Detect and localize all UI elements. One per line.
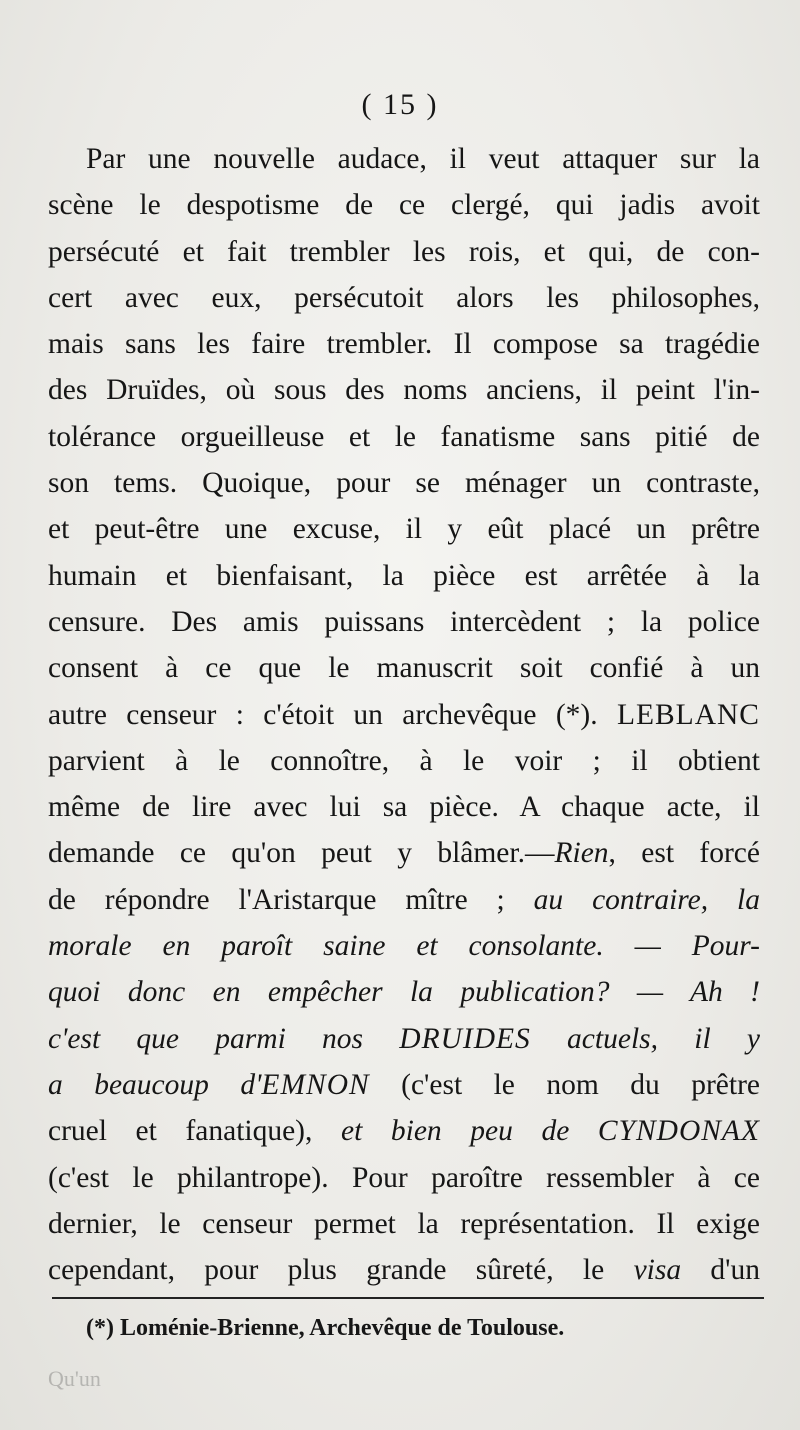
text-line: tolérance orgueilleuse et le fanatisme sans pitié de — [48, 420, 760, 453]
text-line: autre censeur : c'étoit un archevêque (*). LEBLANC — [48, 698, 760, 731]
text-line: même de lire avec lui sa pièce. A chaque acte, il — [48, 791, 760, 824]
main-paragraph — [48, 136, 760, 1293]
text-line: Par une nouvelle audace, il veut attaquer sur la — [86, 143, 760, 175]
text-line: cert avec eux, persécutoit alors les philosophes, — [48, 281, 760, 314]
text-line: dernier, le censeur permet la représentation. Il exige — [48, 1207, 760, 1240]
text-line: cependant, pour plus grande sûreté, le visa d'un — [48, 1254, 760, 1287]
text-line: persécuté et fait trembler les rois, et qui, de con- — [48, 235, 760, 268]
catchword: Qu'un — [48, 1366, 101, 1391]
text-line: a beaucoup d'EMNON (c'est le nom du prêtre — [48, 1068, 760, 1101]
page-number: ( 15 ) — [361, 88, 439, 121]
text-line: cruel et fanatique), et bien peu de CYNDONAX — [48, 1115, 760, 1148]
text-line: consent à ce que le manuscrit soit confié à un — [48, 652, 760, 685]
text-line: et peut-être une excuse, il y eût placé un prêtre — [48, 513, 760, 546]
text-line: c'est que parmi nos DRUIDES actuels, il y — [48, 1022, 760, 1055]
name-druides: DRUIDES — [399, 1022, 531, 1055]
text-line: (c'est le philantrope). Pour paroître ressembler à ce — [48, 1161, 760, 1194]
footnote-rule — [52, 1297, 764, 1299]
text-line: demande ce qu'on peut y blâmer.—Rien, est forcé — [48, 837, 760, 870]
text-line: des Druïdes, où sous des noms anciens, il peint l'in- — [48, 374, 760, 407]
footnote: (*) Loménie-Brienne, Archevêque de Toulouse. — [86, 1315, 565, 1341]
text-line: de répondre l'Aristarque mître ; au contraire, la — [48, 883, 760, 916]
text-line: mais sans les faire trembler. Il compose sa tragédie — [48, 328, 760, 361]
text-line: parvient à le connoître, à le voir ; il obtient — [48, 744, 760, 777]
text-line: quoi donc en empêcher la publication? — Ah ! — [48, 976, 760, 1009]
name-leblanc: LEBLANC — [616, 698, 760, 731]
text-line: censure. Des amis puissans intercèdent ; la police — [48, 605, 760, 638]
name-cyndonax: CYNDONAX — [597, 1115, 760, 1148]
text-line: morale en paroît saine et consolante. — Pour- — [48, 930, 760, 963]
text-line: son tems. Quoique, pour se ménager un contraste, — [48, 467, 760, 500]
text-line: humain et bienfaisant, la pièce est arrêtée à la — [48, 559, 760, 592]
text-line: scène le despotisme de ce clergé, qui jadis avoit — [48, 189, 760, 222]
name-emnon: EMNON — [261, 1068, 370, 1101]
